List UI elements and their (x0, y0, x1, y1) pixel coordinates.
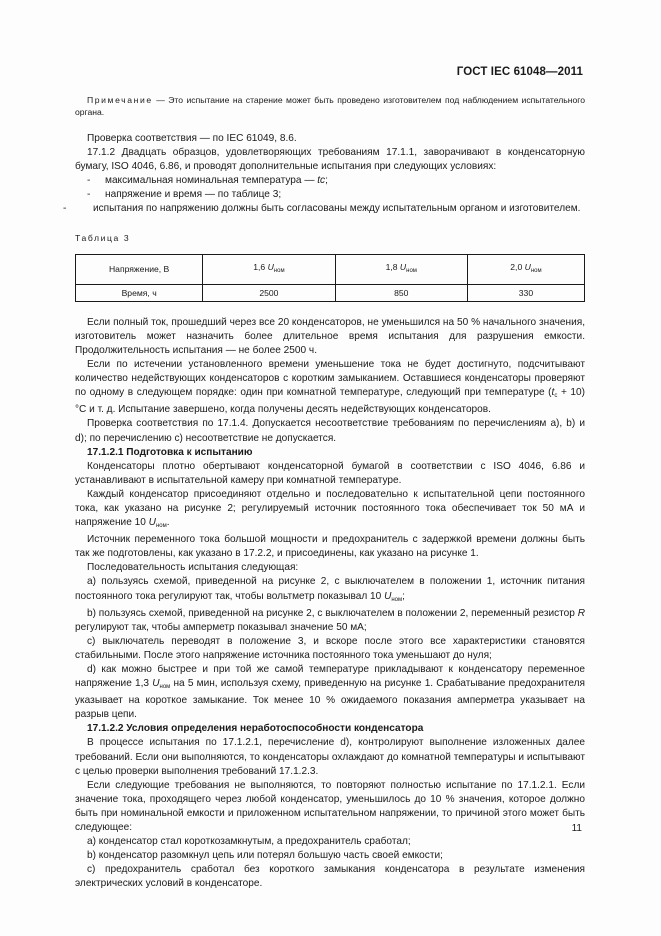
condition-item: - напряжение и время — по таблице 3; (75, 188, 585, 202)
sequence-item-c: с) выключатель переводят в положение 3, и вскоре после этого все характеристики становятся стабильными. После этого напряжение источника постоянного тока уменьшают до нуля; (75, 635, 585, 661)
table-cell: 850 (335, 284, 467, 301)
paragraph-sequence: Последовательность испытания следующая: (87, 562, 299, 574)
paragraph-current: Если полный ток, прошедший через все 20 конденсаторов, не уменьшился на 50 % начального значения, изготовитель может назначить более длительное время испытания для разрушения емкости. Продолжительность испытания — не более 2500 ч. (75, 316, 585, 356)
table-row (76, 254, 585, 284)
note-text: — Это испытание на старение может быть проведено изготовителем под наблюдением испытательного органа. (75, 95, 585, 117)
failure-item-c: с) предохранитель сработал без короткого замыкания конденсатора в результате изменения электрических условий в конденсаторе. (75, 864, 585, 890)
table-cell: 330 (467, 284, 584, 301)
standard-header: ГОСТ IEC 61048—2011 (456, 66, 583, 78)
table-3 (75, 254, 585, 302)
table-cell: Время, ч (76, 284, 203, 301)
failure-item-a: а) конденсатор стал короткозамкнутым, а предохранитель сработал; (87, 836, 411, 848)
failure-item-b: b) конденсатор разомкнул цепь или потерял большую часть своей емкости; (87, 850, 443, 862)
paragraph-monitoring: В процессе испытания по 17.1.2.1, перечисление d), контролируют выполнение изложенных далее требований. Если они выполняются, то конденсаторы охлаждают до комнатной температуры и испытывают с целью проверки выполнения требований 17.1.2.3. (75, 737, 585, 777)
paragraph-17-1-2: 17.1.2 Двадцать образцов, удовлетворяющих требованиям 17.1.1, заворачивают в конденсаторную бумагу, ISO 4046, 6.86, и проводят дополнительные испытания при следующих условиях: (75, 147, 585, 173)
section-title-17-1-2-1: 17.1.2.1 Подготовка к испытанию (87, 446, 253, 458)
paragraph-dc-circuit: Каждый конденсатор присоединяют отдельно и последовательно к испытательной цепи постоянного тока, как указано на рисунке 2; регулируемый источник постоянного тока обеспечивает ток 50 мА и напряжение 10 $U_{ном}$. (75, 488, 585, 530)
paragraph-wrap: Конденсаторы плотно обертывают конденсаторной бумагой в соответствии с ISO 4046, 6.86 и устанавливают в испытательной камеру при комнатной температуре. (75, 460, 585, 486)
sequence-item-b: b) пользуясь схемой, приведенной на рисунке 2, с выключателем в положении 2, переменный резистор R регулируют так, чтобы амперметр показывал значение 50 мА; (75, 607, 585, 633)
note-label: Примечание (87, 95, 153, 105)
paragraph-compliance-2: Проверка соответствия по 17.1.4. Допускается несоответствие требованиям по перечислениям а), b) и d); по перечислению с) несоответствие не допускается. (75, 418, 585, 444)
table-header-cell: 1,6 $U_{ном}$ (203, 254, 335, 284)
page-content (63, 94, 586, 892)
condition-1-end: ; (325, 175, 328, 187)
condition-item: - максимальная номинальная температура — tc; (87, 175, 328, 187)
sequence-item-d: d) как можно быстрее и при той же самой температуре прикладывают к конденсатору переменное напряжение 1,3 $U_{ном}$ на 5 мин, используя схему, приведенную на рисунке 1. Срабатывание предохранителя указывает на короткое замыкание. Ток менее 10 % ожидаемого показания амперметра указывает на разрыв цепи. (75, 664, 585, 721)
paragraph-repeat: Если следующие требования не выполняются, то повторяют полностью испытание по 17.1.2.1. Если значение тока, проходящего через любой конденсатор, уменьшилось до 10 % значения, которое должно быть при номинальной емкости и приложенном испытательном напряжении, то причиной этого может быть следующее: (75, 779, 585, 834)
page-number: 11 (571, 823, 582, 834)
sequence-item-a: а) пользуясь схемой, приведенной на рисунке 2, с выключателем в положении 1, источник питания постоянного тока регулируют так, чтобы вольтметр показывал 10 $U_{ном}$; (75, 576, 585, 603)
condition-3-text: испытания по напряжению должны быть согласованы между испытательным органом и изготовителем. (93, 203, 581, 215)
table-header-cell: 2,0 $U_{ном}$ (467, 254, 584, 284)
table-header-cell: 1,8 $U_{ном}$ (335, 254, 467, 284)
table-title: Таблица 3 (75, 232, 131, 243)
condition-item: - испытания по напряжению должны быть согласованы между испытательным органом и изготовителем. (63, 203, 581, 215)
note (75, 94, 585, 118)
condition-1-text: максимальная номинальная температура — (105, 175, 318, 187)
section-title-17-1-2-2: 17.1.2.2 Условия определения неработоспособности конденсатора (87, 723, 424, 735)
paragraph-compliance-1: Проверка соответствия — по IEC 61049, 8.6. (87, 133, 297, 144)
paragraph-short-circuit: Если по истечении установленного времени уменьшение тока не будет достигнуто, подсчитывают количество недействующих конденсаторов с коротким замыканием. Оставшиеся конденсаторы проверяют по одному в следующем порядке: один при комнатной температуре, следующий при температуре $(t_c + 10)$ °С и т. д. Испытание завершено, когда получены десять недействующих конденсаторов. (75, 359, 586, 416)
table-cell: 2500 (203, 284, 335, 301)
table-row (76, 284, 585, 301)
paragraph-ac-source: Источник переменного тока большой мощности и предохранитель с задержкой времени должны быть так же подготовлены, как указано в 17.2.2, и присоединены, как указано на рисунке 1. (75, 534, 585, 560)
table-cell: Напряжение, В (76, 254, 203, 284)
condition-1-var: tc (317, 175, 326, 187)
condition-2-text: напряжение и время — по таблице 3; (105, 189, 282, 201)
